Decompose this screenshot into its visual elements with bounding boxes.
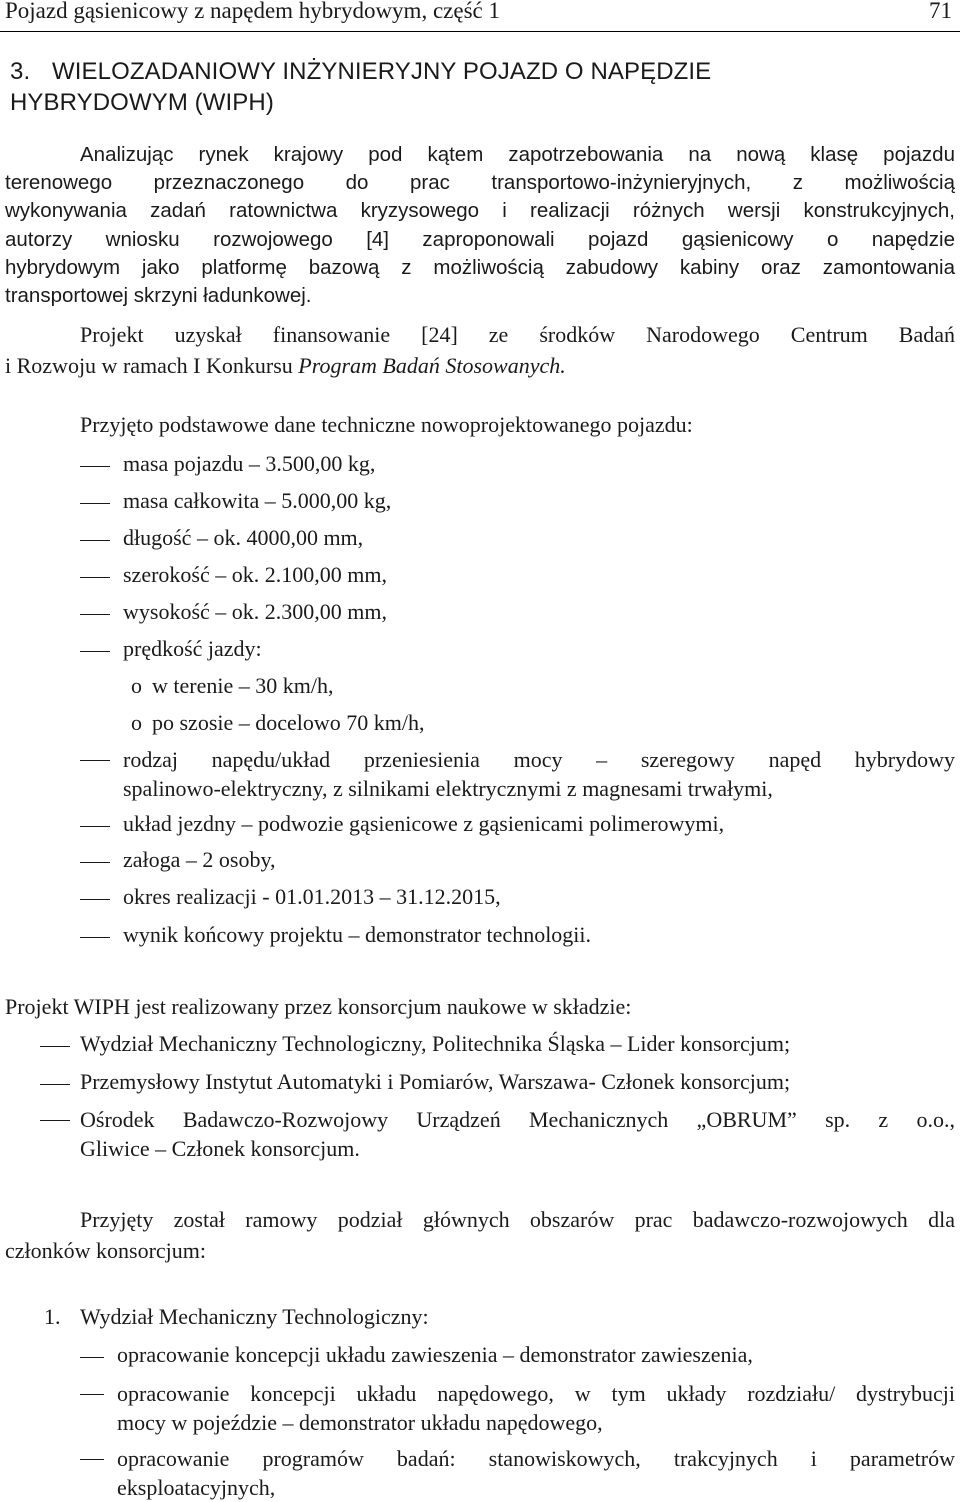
list-dash <box>80 1357 104 1358</box>
list-dash <box>80 1394 104 1395</box>
program-name: Program Badań Stosowanych. <box>298 353 566 378</box>
spec-item: szerokość – ok. 2.100,00 mm, <box>123 562 387 587</box>
intro-line: Analizując rynek krajowy pod kątem zapotrzebowania na nową klasę pojazdu <box>80 143 955 166</box>
list-dash <box>80 651 110 652</box>
list-dash <box>80 826 110 827</box>
spec-item: masa całkowita – 5.000,00 kg, <box>123 488 392 513</box>
list-dash <box>80 614 110 615</box>
section-number: 3. <box>10 58 31 85</box>
header-rule <box>0 31 960 32</box>
circle-bullet-icon: o <box>131 673 142 698</box>
list-dash <box>80 503 110 504</box>
list-dash <box>80 577 110 578</box>
division-line2: członków konsorcjum: <box>5 1238 207 1263</box>
list-dash <box>80 1459 104 1460</box>
spec-item: załoga – 2 osoby, <box>123 847 276 872</box>
list-dash <box>80 899 110 900</box>
list-dash <box>80 540 110 541</box>
drive-line1: rodzaj napędu/układ przeniesienia mocy – szeregowy napęd hybrydowy <box>123 747 955 772</box>
intro-line: autorzy wniosku rozwojowego [4] zaproponowali pojazd gąsienicowy o napędzie <box>5 227 955 251</box>
task-heading: Wydział Mechaniczny Technologiczny: <box>80 1304 429 1329</box>
member3-line2: Gliwice – Członek konsorcjum. <box>80 1136 360 1161</box>
speed-subitem <box>131 673 333 699</box>
consortium-intro: Projekt WIPH jest realizowany przez konsorcjum naukowe w składzie: <box>5 994 632 1019</box>
list-dash <box>80 862 110 863</box>
list-dash <box>80 466 110 467</box>
spec-item: wynik końcowy projektu – demonstrator technologii. <box>123 922 592 947</box>
intro-line: transportowej skrzyni ładunkowej. <box>5 284 312 308</box>
list-dash <box>40 1084 70 1085</box>
speed-subitem-text: w terenie – 30 km/h, <box>152 673 334 698</box>
section-title <box>10 56 711 118</box>
list-dash <box>40 1046 70 1047</box>
consortium-member <box>80 1105 955 1163</box>
consortium-member: Przemysłowy Instytut Automatyki i Pomiarów, Warszawa- Członek konsorcjum; <box>80 1069 791 1094</box>
intro-line: wykonywania zadań ratownictwa kryzysowego i realizacji różnych wersji konstrukcyjnych, <box>5 199 955 223</box>
intro-line: hybrydowym jako platformę bazową z możliwością zabudowy kabiny oraz zamontowania <box>5 255 955 279</box>
section-title-line1: WIELOZADANIOWY INŻYNIERYJNY POJAZD O NAPĘDZIE <box>52 58 712 85</box>
funding-line2: i Rozwoju w ramach I Konkursu <box>5 353 299 378</box>
running-header-title: Pojazd gąsienicowy z napędem hybrydowym, część 1 <box>5 0 500 23</box>
spec-item: okres realizacji - 01.01.2013 – 31.12.2015, <box>123 884 501 909</box>
specs-intro: Przyjęto podstawowe dane techniczne nowoprojektowanego pojazdu: <box>80 412 693 437</box>
list-dash <box>80 760 110 761</box>
spec-item-drive <box>123 745 955 803</box>
speed-subitem <box>131 710 425 736</box>
spec-item: długość – ok. 4000,00 mm, <box>123 525 364 550</box>
division-line1: Przyjęty został ramowy podział głównych obszarów prac badawczo-rozwojowych dla <box>80 1207 955 1232</box>
list-dash <box>80 937 110 938</box>
speed-subitem-text: po szosie – docelowo 70 km/h, <box>152 710 425 735</box>
division-paragraph <box>5 1204 955 1266</box>
task-item: opracowanie koncepcji układu zawieszenia – demonstrator zawieszenia, <box>117 1342 753 1367</box>
spec-item: układ jezdny – podwozie gąsienicowe z gąsienicami polimerowymi, <box>123 811 725 836</box>
circle-bullet-icon: o <box>131 710 142 735</box>
task2-line2: mocy w pojeździe – demonstrator układu napędowego, <box>117 1410 603 1435</box>
intro-paragraph <box>5 141 955 310</box>
task-number: 1. <box>44 1304 61 1329</box>
list-dash <box>40 1120 70 1121</box>
task3-line2: eksploatacyjnych, <box>117 1475 276 1500</box>
consortium-member: Wydział Mechaniczny Technologiczny, Politechnika Śląska – Lider konsorcjum; <box>80 1031 791 1056</box>
member3-line1: Ośrodek Badawczo-Rozwojowy Urządzeń Mechanicznych „OBRUM” sp. z o.o., <box>80 1107 955 1132</box>
funding-line1: Projekt uzyskał finansowanie [24] ze środków Narodowego Centrum Badań <box>80 322 955 347</box>
page-number: 71 <box>929 0 952 23</box>
spec-item: wysokość – ok. 2.300,00 mm, <box>123 599 387 624</box>
task-item <box>117 1379 955 1437</box>
spec-item: masa pojazdu – 3.500,00 kg, <box>123 451 376 476</box>
drive-line2: spalinowo-elektryczny, z silnikami elektrycznymi z magnesami trwałymi, <box>123 776 773 801</box>
section-title-line2: HYBRYDOWYM (WIPH) <box>10 89 274 116</box>
task2-line1: opracowanie koncepcji układu napędowego, w tym układy rozdziału/ dystrybucji <box>117 1381 955 1406</box>
task-item <box>117 1444 955 1502</box>
spec-item: prędkość jazdy: <box>123 636 262 661</box>
intro-line: terenowego przeznaczonego do prac transportowo-inżynieryjnych, z możliwością <box>5 171 955 195</box>
task3-line1: opracowanie programów badań: stanowiskowych, trakcyjnych i parametrów <box>117 1446 955 1471</box>
funding-paragraph <box>5 319 955 381</box>
